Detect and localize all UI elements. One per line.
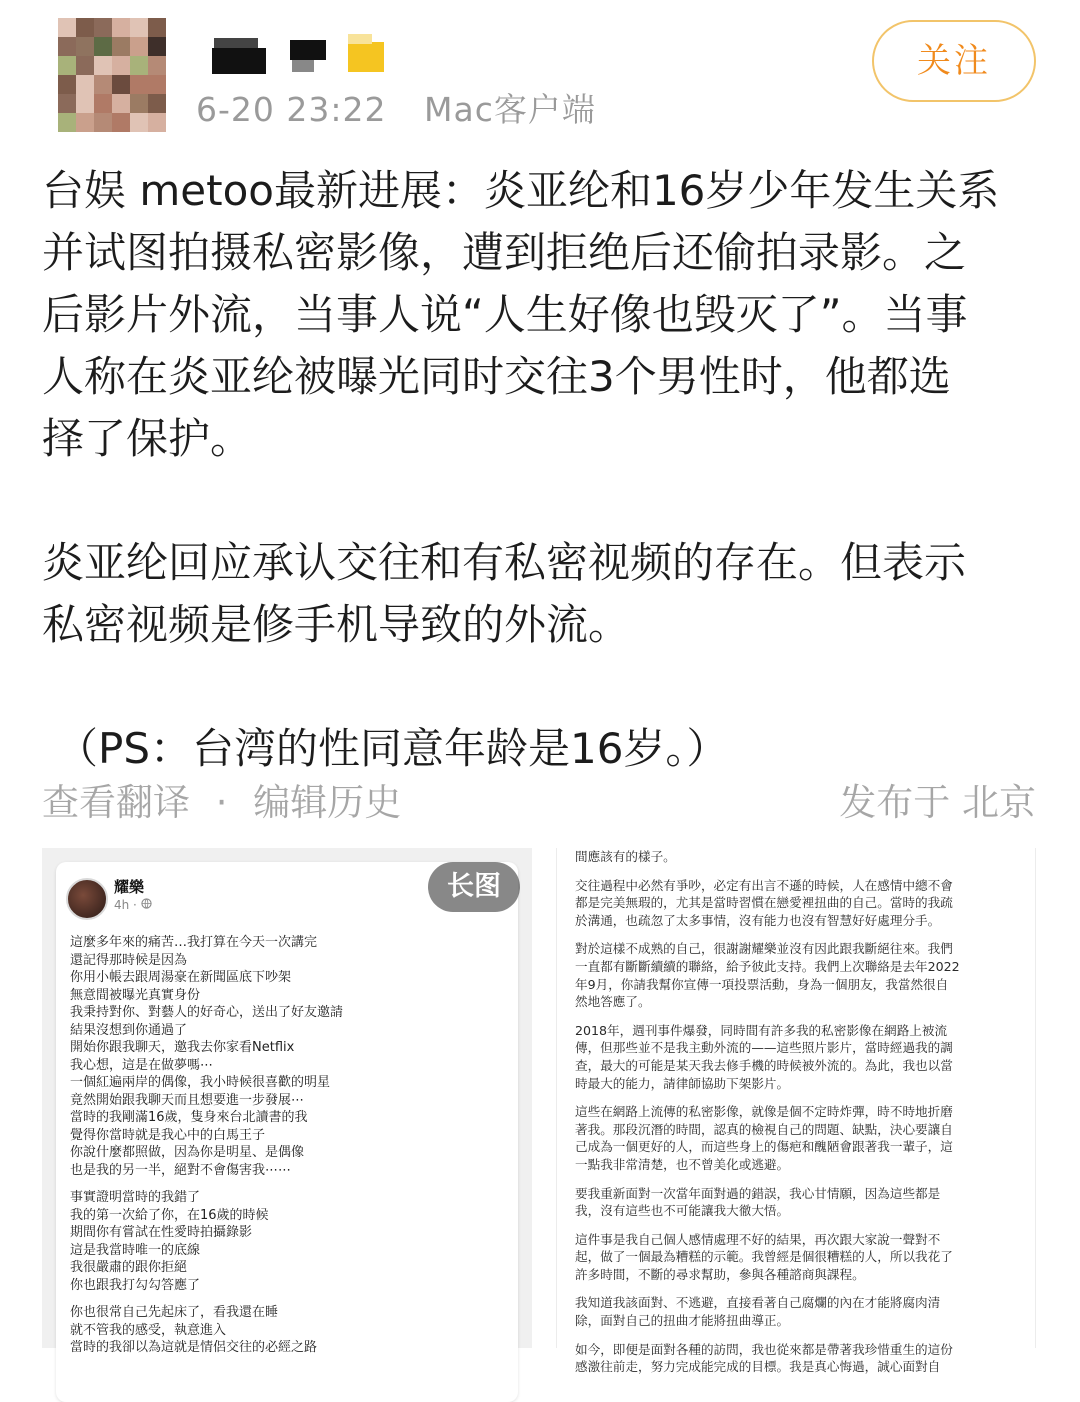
fb-text-line: 這是我當時唯一的底線 [70,1242,201,1258]
attached-image-left[interactable] [42,848,532,1355]
fb-text-line: 事實證明當時的我錯了 [70,1190,201,1205]
fb-post-time: 4h · [114,898,152,912]
statement-line: 查，最大的可能是某天我去修手機的時候被外流的。為此，我也以當 [575,1057,953,1073]
statement-line: 感激往前走，努力完成能完成的目標。我是真心悔過，誠心面對自 [575,1359,941,1375]
statement-line: 都是完美無瑕的，尤其是當時習慣在戀愛裡扭曲的自己。當時的我疏 [575,895,953,911]
fb-text-line: 還記得那時候是因為 [70,952,188,968]
statement-line: 除，面對自己的扭曲才能將扭曲導正。 [575,1313,790,1329]
long-image-badge: 长图 [428,862,520,912]
fb-text-line: 一個紅遍兩岸的偶像，我小時候很喜歡的明星 [70,1075,331,1090]
fb-text-line: 我的第一次給了你，在16歲的時候 [70,1207,269,1223]
post-content [42,160,1042,780]
statement-gap [575,1283,1021,1294]
post-paragraph: （PS：台湾的性同意年龄是16岁。） [56,724,729,773]
fb-text-line: 我心想，這是在做夢嗎⋯ [70,1057,214,1073]
fb-text-line: 就不管我的感受，執意進入 [70,1322,227,1338]
statement-line: 然地答應了。 [575,994,651,1010]
statement-line: 交往過程中必然有爭吵，必定有出言不遜的時候，人在感情中總不會 [575,877,953,893]
statement-gap [575,929,1021,940]
statement-line: 傳，但那些並不是我主動外流的——這些照片影片，當時經過我的調 [575,1040,953,1056]
post-header [0,0,1080,140]
fb-text-line: 竟然開始跟我聊天而且想要進一步發展⋯ [70,1092,305,1108]
statement-text [575,848,1021,1376]
fb-text-line: 當時的我剛滿16歲，隻身來台北讀書的我 [70,1110,308,1125]
statement-gap [575,866,1021,877]
avatar[interactable] [58,18,166,130]
fb-text-line: 你也很常自己先起床了，看我還在睡 [70,1305,279,1320]
fb-text-line: 期間你有嘗試在性愛時拍攝錄影 [70,1225,253,1240]
statement-line: 一點我非常清楚，也不曾美化或逃避。 [575,1156,790,1172]
statement-gap [575,1174,1021,1185]
statement-gap [575,1330,1021,1341]
facebook-post-card [56,862,518,1402]
post-actions [42,772,401,826]
fb-text-line: 你也跟我打勾勾答應了 [70,1277,201,1293]
statement-line: 一直都有斷斷續續的聯絡，給予彼此支持。我們上次聯絡是去年2022 [575,958,960,974]
fb-text-line: 結果沒想到你通過了 [70,1022,188,1038]
statement-line: 如今，即便是面對各種的訪問，我也從來都是帶著我珍惜重生的這份 [575,1341,953,1357]
statement-line: 我，沒有這些也不可能讓我大徹大悟。 [575,1203,790,1219]
globe-icon [141,898,152,912]
fb-text-line: 也是我的另一半，絕對不會傷害我⋯⋯ [70,1162,292,1178]
statement-line: 許多時間，不斷的尋求幫助，參與各種諮商與課程。 [575,1266,865,1282]
statement-line: 間應該有的樣子。 [575,849,676,864]
separator-dot: · [215,781,228,824]
fb-post-text [70,934,510,1357]
fb-text-line: 無意間被曝光真實身份 [70,987,201,1003]
post-location: 发布于 北京 [839,781,1036,824]
statement-line: 這件事是我自己個人感情處理不好的結果，再次跟大家說一聲對不 [575,1231,941,1247]
statement-line: 2018年，週刊事件爆發，同時間有許多我的私密影像在網路上被流 [575,1022,948,1038]
view-translation-link[interactable]: 查看翻译 [42,781,190,824]
post-client: Mac客户端 [424,90,596,129]
fb-text-line: 開始你跟我聊天，邀我去你家看Netflix [70,1040,295,1055]
statement-line: 時最大的能力，請律師協助下架影片。 [575,1075,790,1091]
follow-button[interactable]: 关注 [872,20,1036,102]
post-paragraph: 炎亚纶回应承认交往和有私密视频的存在。但表示 私密视频是修手机导致的外流。 [42,538,967,649]
post-paragraph: 台娱 metoo最新进展：炎亚纶和16岁少年发生关系 并试图拍摄私密影像，遭到拒绝后还偷拍录影。之 后影片外流，当事人说“人生好像也毁灭了”。当事 人称在炎亚纶被曝光同时交往3个男性时，他都选 择了保护。 [42,166,1000,463]
fb-text-line: 覺得你當時就是我心中的白馬王子 [70,1127,266,1143]
statement-gap [575,1220,1021,1231]
statement-line: 對於這樣不成熟的自己，很謝謝耀樂並沒有因此跟我斷絕往來。我們 [575,941,953,957]
fb-text-gap [70,1294,510,1304]
edit-history-link[interactable]: 编辑历史 [253,781,402,824]
statement-line: 己成為一個更好的人，而這些身上的傷疤和醜陋會跟著我一輩子，這 [575,1139,953,1155]
statement-line: 我知道我該面對、不逃避，直接看著自己腐爛的內在才能將腐肉清 [575,1295,941,1311]
statement-gap [575,1092,1021,1103]
post-meta [196,84,596,131]
fb-text-line: 當時的我卻以為這就是情侶交往的必經之路 [70,1340,318,1355]
fb-text-line: 這麼多年來的痛苦…我打算在今天一次講完 [70,935,318,950]
fb-author-name: 耀樂 [114,878,145,896]
statement-line: 著我。那段沉潛的時間，認真的檢視自己的問題、缺點，決心要讓自 [575,1121,953,1137]
statement-gap [575,1011,1021,1022]
post-timestamp: 6-20 23:22 [196,90,387,129]
fb-text-line: 我秉持對你、對藝人的好奇心，送出了好友邀請 [70,1005,344,1020]
attached-image-right[interactable] [556,848,1036,1375]
statement-line: 這些在網路上流傳的私密影像，就像是個不定時炸彈，時不時地折磨 [575,1104,953,1120]
statement-line: 年9月，你請我幫你宣傳一項投票活動，身為一個朋友，我當然很自 [575,976,949,992]
fb-text-line: 你用小帳去跟周湯豪在新聞區底下吵架 [70,970,292,985]
fb-text-line: 我很嚴肅的跟你拒絕 [70,1260,188,1275]
fb-text-gap [70,1179,510,1189]
statement-line: 起，做了一個最為糟糕的示範。我曾經是個很糟糕的人，所以我花了 [575,1249,953,1265]
fb-avatar [66,878,108,920]
statement-line: 於溝通，也疏忽了太多事情，沒有能力也沒有智慧好好處理分手。 [575,912,941,928]
statement-line: 要我重新面對一次當年面對過的錯誤，我心甘情願，因為這些都是 [575,1185,941,1201]
fb-text-line: 你說什麼都照做，因為你是明星、是偶像 [70,1145,305,1160]
